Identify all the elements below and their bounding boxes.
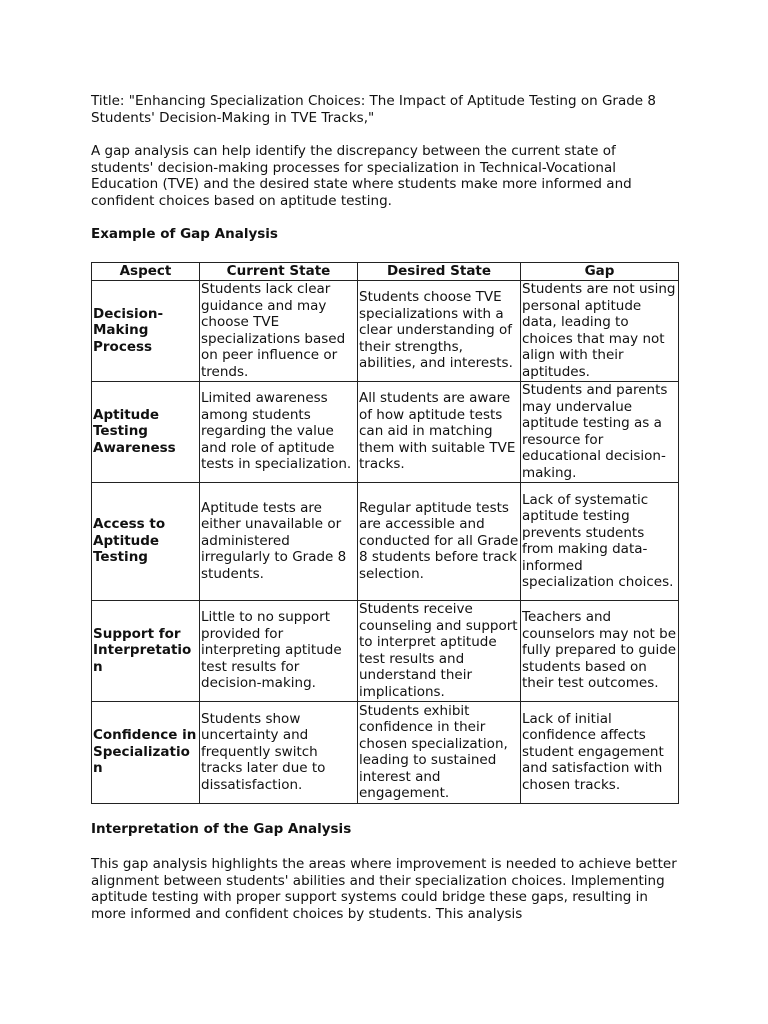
table-row (92, 280, 679, 381)
current-state-cell: Little to no support provided for interpreting aptitude test results for decision-making. (200, 600, 358, 701)
gap-analysis-table (91, 262, 679, 804)
document-title-line: Title: "Enhancing Specialization Choices: The Impact of Aptitude Testing on Grade 8 Students' Decision-Making in TVE Tracks," (91, 93, 656, 126)
gap-cell: Lack of systematic aptitude testing prevents students from making data-informed specialization choices. (521, 482, 679, 600)
current-state-cell: Aptitude tests are either unavailable or administered irregularly to Grade 8 students. (200, 482, 358, 600)
interpretation-paragraph: This gap analysis highlights the areas where improvement is needed to achieve better alignment between students' abilities and their specialization choices. Implementing aptitude testing with proper support systems could bridge these gaps, resulting in more informed and confident choices by students. This analysis (91, 856, 677, 922)
table-row (92, 381, 679, 482)
aspect-cell: Confidence in Specialization (92, 701, 200, 803)
current-state-cell: Limited awareness among students regarding the value and role of aptitude tests in specialization. (200, 381, 358, 482)
table-row (92, 482, 679, 600)
document-page (91, 93, 681, 922)
gap-cell: Students and parents may undervalue aptitude testing as a resource for educational decision-making. (521, 381, 679, 482)
table-row (92, 701, 679, 803)
header-gap: Gap (521, 262, 679, 280)
table-row (92, 600, 679, 701)
current-state-cell: Students show uncertainty and frequently switch tracks later due to dissatisfaction. (200, 701, 358, 803)
desired-state-cell: Students exhibit confidence in their chosen specialization, leading to sustained interest and engagement. (358, 701, 521, 803)
gap-cell: Teachers and counselors may not be fully prepared to guide students based on their test outcomes. (521, 600, 679, 701)
gap-cell: Lack of initial confidence affects student engagement and satisfaction with chosen tracks. (521, 701, 679, 803)
aspect-cell: Support for Interpretation (92, 600, 200, 701)
current-state-cell: Students lack clear guidance and may choose TVE specializations based on peer influence or trends. (200, 280, 358, 381)
aspect-cell: Access to Aptitude Testing (92, 482, 200, 600)
desired-state-cell: All students are aware of how aptitude tests can aid in matching them with suitable TVE tracks. (358, 381, 521, 482)
header-current-state: Current State (200, 262, 358, 280)
desired-state-cell: Regular aptitude tests are accessible and conducted for all Grade 8 students before track selection. (358, 482, 521, 600)
header-desired-state: Desired State (358, 262, 521, 280)
example-heading: Example of Gap Analysis (91, 226, 278, 242)
desired-state-cell: Students choose TVE specializations with a clear understanding of their strengths, abilities, and interests. (358, 280, 521, 381)
desired-state-cell: Students receive counseling and support to interpret aptitude test results and understand their implications. (358, 600, 521, 701)
interpretation-heading: Interpretation of the Gap Analysis (91, 820, 352, 837)
intro-paragraph: A gap analysis can help identify the discrepancy between the current state of students' decision-making processes for specialization in Technical-Vocational Education (TVE) and the desired state where students make more informed and confident choices based on aptitude testing. (91, 143, 632, 209)
aspect-cell: Decision-Making Process (92, 280, 200, 381)
table-header-row (92, 262, 679, 280)
aspect-cell: Aptitude Testing Awareness (92, 381, 200, 482)
header-aspect: Aspect (92, 262, 200, 280)
gap-cell: Students are not using personal aptitude data, leading to choices that may not align with their aptitudes. (521, 280, 679, 381)
